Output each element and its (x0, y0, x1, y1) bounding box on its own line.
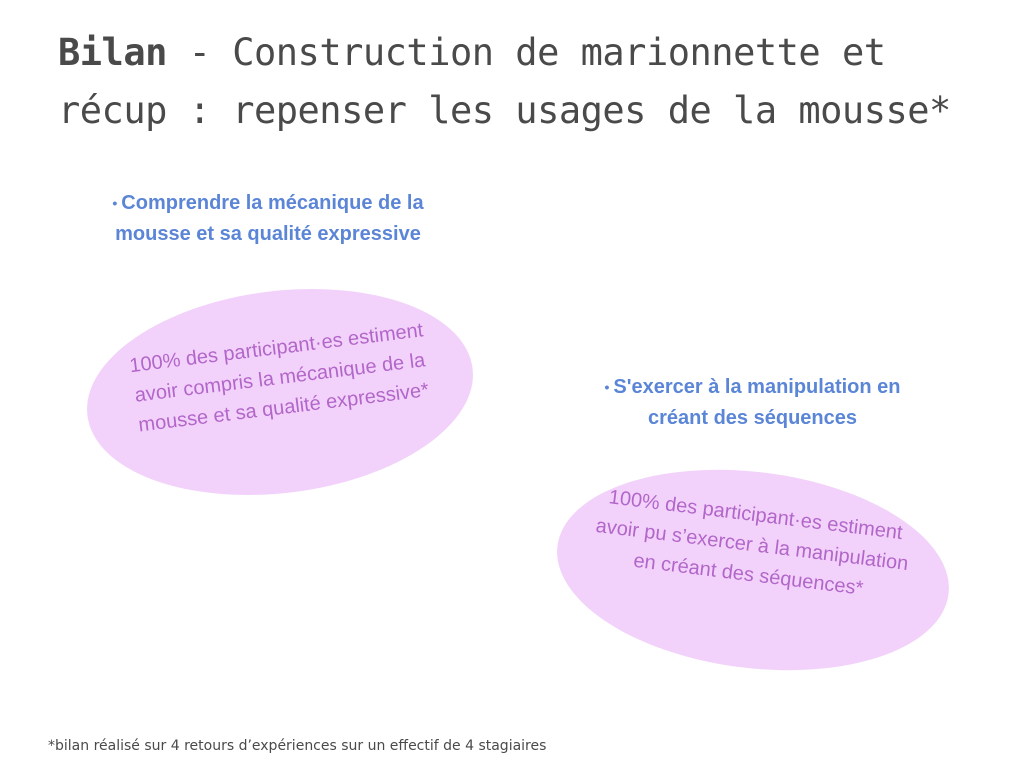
objective-1-text: Comprendre la mécanique de la mousse et sa qualité expressive (115, 192, 424, 246)
footnote: *bilan réalisé sur 4 retours d’expériences sur un effectif de 4 stagiaires (48, 738, 547, 754)
objective-1-bullet: • (112, 195, 118, 212)
title-rest: - Construction de marionnette et récup : repenser les usages de la mousse* (58, 31, 951, 132)
objective-2 (580, 372, 925, 434)
title-bold-part: Bilan (58, 31, 167, 74)
stat-2-text: 100% des participant·es estiment avoir pu s’exercer à la manipulation en créant des séquences* (594, 486, 910, 600)
objective-2-bullet: • (604, 379, 610, 396)
page-title (58, 24, 988, 140)
stat-1-text: 100% des participant·es estiment avoir compris la mécanique de la mousse et sa qualité expressive* (128, 319, 431, 437)
objective-2-text: S'exercer à la manipulation en créant des séquences (613, 376, 901, 430)
objective-1 (88, 188, 448, 250)
